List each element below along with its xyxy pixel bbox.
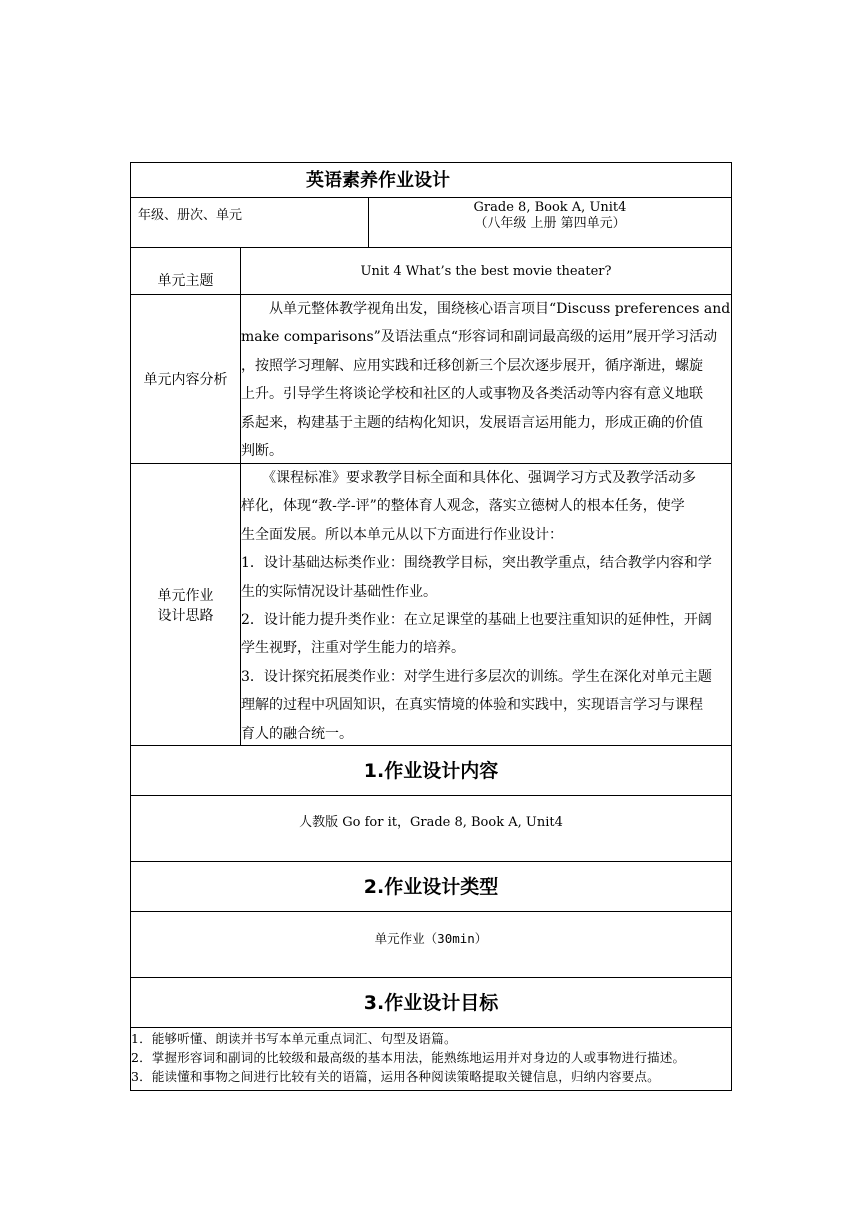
grade-label: 年级、册次、单元	[131, 198, 369, 247]
analysis-row	[130, 294, 732, 463]
goal-item: 1．能够听懂、朗读并书写本单元重点词汇、句型及语篇。	[131, 1031, 457, 1046]
ideas-line: 样化，体现“教-学-评”的整体育人观念，落实立德树人的根本任务，使学	[241, 498, 685, 515]
grade-value	[369, 198, 731, 247]
section-3-heading: 3.作业设计目标	[130, 977, 732, 1027]
table-title-row	[130, 162, 732, 197]
ideas-line: 《课程标准》要求教学目标全面和具体化、强调学习方式及教学活动多	[241, 470, 696, 486]
analysis-line: 判断。	[241, 443, 283, 460]
analysis-line: 系起来，构建基于主题的结构化知识，发展语言运用能力，形成正确的价值	[241, 414, 703, 431]
section-1-body: 人教版 Go for it，Grade 8, Book A, Unit4	[130, 795, 732, 861]
analysis-text	[241, 295, 731, 463]
analysis-label: 单元内容分析	[131, 295, 241, 463]
analysis-line: 上升。引导学生将谈论学校和社区的人或事物及各类活动等内容有意义地联	[241, 386, 703, 403]
ideas-line: 理解的过程中巩固知识，在真实情境的体验和实践中，实现语言学习与课程	[241, 697, 703, 714]
grade-value-cn: （八年级 上册 第四单元）	[474, 216, 626, 231]
ideas-line: 生的实际情况设计基础性作业。	[241, 583, 437, 600]
ideas-line: 1．设计基础达标类作业：围绕教学目标，突出教学重点，结合教学内容和学	[241, 555, 712, 572]
design-ideas-label	[131, 464, 241, 745]
grade-value-en: Grade 8, Book A, Unit4	[473, 200, 627, 215]
section-3-goals	[130, 1027, 732, 1091]
section-1-heading: 1.作业设计内容	[130, 745, 732, 795]
grade-row	[130, 197, 732, 247]
analysis-line: ，按照学习理解、应用实践和迁移创新三个层次逐步展开，循序渐进，螺旋	[241, 357, 703, 374]
goal-item: 2．掌握形容词和副词的比较级和最高级的基本用法，能熟练地运用并对身边的人或事物进行描述。	[131, 1050, 686, 1065]
ideas-line: 2．设计能力提升类作业：在立足课堂的基础上也要注重知识的延伸性，开阔	[241, 612, 712, 629]
design-ideas-row	[130, 463, 732, 745]
goal-item: 3．能读懂和事物之间进行比较有关的语篇，运用各种阅读策略提取关键信息，归纳内容要点。	[131, 1069, 660, 1084]
ideas-line: 生全面发展。所以本单元从以下方面进行作业设计：	[241, 526, 563, 543]
section-2-body: 单元作业（30min）	[130, 911, 732, 977]
assignment-design-table	[130, 162, 732, 1091]
theme-value: Unit 4 What’s the best movie theater?	[360, 264, 612, 279]
design-ideas-label-2: 设计思路	[157, 607, 214, 624]
section-2-heading: 2.作业设计类型	[130, 861, 732, 911]
design-ideas-text	[241, 464, 731, 745]
analysis-line: make comparisons”及语法重点“形容词和副词最高级的运用”展开学习活动	[241, 329, 718, 346]
ideas-line: 3．设计探究拓展类作业：对学生进行多层次的训练。学生在深化对单元主题	[241, 668, 712, 685]
table-title: 英语素养作业设计	[306, 170, 450, 191]
ideas-line: 学生视野，注重对学生能力的培养。	[241, 640, 465, 657]
ideas-line: 育人的融合统一。	[241, 725, 353, 742]
analysis-line: 从单元整体教学视角出发，围绕核心语言项目“Discuss preferences and	[241, 301, 731, 317]
theme-row	[130, 247, 732, 294]
design-ideas-label-1: 单元作业	[157, 587, 214, 604]
theme-label: 单元主题	[131, 248, 241, 294]
